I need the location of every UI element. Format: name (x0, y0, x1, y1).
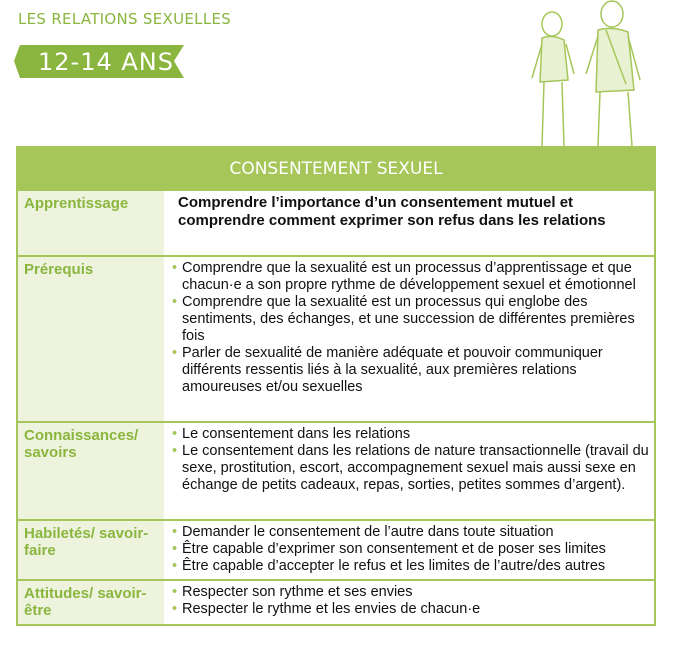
row-connaissances (18, 423, 654, 519)
row-content (170, 257, 650, 396)
bullet-list (170, 584, 650, 618)
list-item: • Le consentement dans les relations de nature transactionnelle (travail du sexe, prostitution, escort, accompagnement sexuel mais aussi sexe en échange de petits cadeaux, repas, sorties, petites sommes d’argent). (170, 443, 650, 494)
list-item: • Comprendre que la sexualité est un processus qui englobe des sentiments, des échanges, et une succession de différentes premières fois (170, 294, 650, 345)
row-label: Connaissances/ savoirs (18, 423, 164, 519)
row-prerequis (18, 257, 654, 421)
list-item: • Demander le consentement de l’autre dans toute situation (170, 524, 650, 541)
list-item: • Respecter le rythme et les envies de chacun·e (170, 601, 650, 618)
row-label: Habiletés/ savoir-faire (18, 521, 164, 579)
row-label: Apprentissage (18, 191, 164, 255)
age-badge (14, 45, 184, 78)
row-content (170, 521, 650, 575)
row-label: Prérequis (18, 257, 164, 421)
list-item: • Être capable d’accepter le refus et les limites de l’autre/des autres (170, 558, 650, 575)
row-attitudes (18, 581, 654, 624)
list-item: • Le consentement dans les relations (170, 426, 650, 443)
list-item: • Comprendre que la sexualité est un processus d’apprentissage et que chacun·e a son propre rythme de développement sexuel et émotionnel (170, 260, 650, 294)
bullet-list (170, 426, 650, 494)
row-apprentissage (18, 191, 654, 255)
consent-card (16, 146, 656, 626)
list-item: • Respecter son rythme et ses envies (170, 584, 650, 601)
row-habiletes (18, 521, 654, 579)
bullet-list (170, 260, 650, 396)
card-title: CONSENTEMENT SEXUEL (18, 148, 654, 191)
row-content (170, 423, 650, 494)
section-title: LES RELATIONS SEXUELLES (18, 10, 232, 28)
list-item: • Parler de sexualité de manière adéquate et pouvoir communiquer différents ressentis liés à la sexualité, aux premières relations amoureuses et/ou sexuelles (170, 345, 650, 396)
learning-goal: Comprendre l’importance d’un consentement mutuel et comprendre comment exprimer son refus dans les relations (178, 194, 606, 229)
two-people-illustration-icon (510, 0, 650, 146)
bullet-list (170, 524, 650, 575)
age-label: 12-14 ANS (38, 48, 174, 76)
row-label: Attitudes/ savoir-être (18, 581, 164, 624)
list-item: • Être capable d’exprimer son consentement et de poser ses limites (170, 541, 650, 558)
row-content (170, 581, 650, 618)
